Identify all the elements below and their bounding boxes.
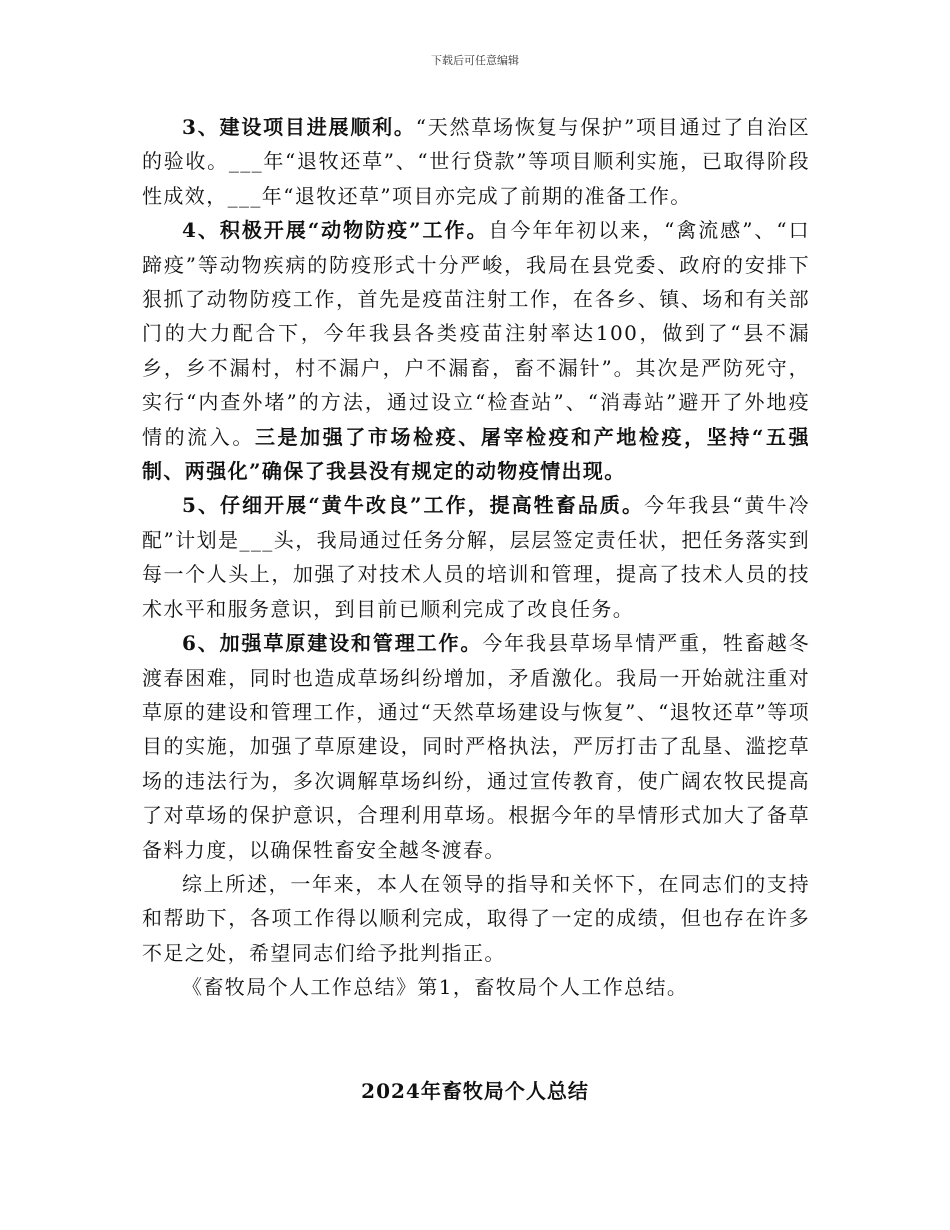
paragraph-construction-projects: [142, 110, 810, 213]
paragraph-text: 综上所述，一年来，本人在领导的指导和关怀下，在同志们的支持和帮助下，各项工作得以顺利完成，取得了一定的成绩，但也存在许多不足之处，希望同志们给予批判指正。: [142, 871, 810, 965]
section-title: 2024年畜牧局个人总结: [361, 1079, 589, 1103]
paragraph-text: 今年我县草场旱情严重，牲畜越冬渡春困难，同时也造成草场纠纷增加，矛盾激化。我局一开始就注重对草原的建设和管理工作，通过“天然草场建设与恢复”、“退牧还草”等项目的实施，加强了草原建设，同时严格执法，严厉打击了乱垦、滥挖草场的违法行为，多次调解草场纠纷，通过宣传教育，使广阔农牧民提高了对草场的保护意识，合理利用草场。根据今年的旱情形式加大了备草备料力度，以确保牲畜安全越冬渡春。: [142, 631, 810, 862]
paragraph-animal-epidemic-prevention: [142, 213, 810, 488]
paragraph-text: 自今年年初以来，“禽流感”、“口蹄疫”等动物疾病的防疫形式十分严峻，我局在县党委、政府的安排下狠抓了动物防疫工作，首先是疫苗注射工作，在各乡、镇、场和有关部门的大力配合下，今年我县各类疫苗注射率达100，做到了“县不漏乡，乡不漏村，村不漏户，户不漏畜，畜不漏针”。其次是严防死守，实行“内查外堵”的方法，通过设立“检查站”、“消毒站”避开了外地疫情的流入。: [142, 218, 810, 449]
paragraph-bold-tail: 三是加强了市场检疫、屠宰检疫和产地检疫，坚持“五强制、两强化”确保了我县没有规定的动物疫情出现。: [142, 424, 810, 484]
paragraph-heading: 4、积极开展“动物防疫”工作。: [182, 218, 489, 243]
paragraph-grassland-management: [142, 626, 810, 867]
paragraph-cattle-improvement: [142, 488, 810, 626]
paragraph-document-reference: [142, 970, 810, 1004]
page-header-note: 下载后可任意编辑: [431, 54, 519, 67]
paragraph-heading: 5、仔细开展“黄牛改良”工作，提高牲畜品质。: [182, 493, 645, 518]
paragraph-text: 《畜牧局个人工作总结》第1，畜牧局个人工作总结。: [182, 975, 689, 1000]
paragraph-text: “天然草场恢复与保护”项目通过了自治区的验收。___年“退牧还草”、“世行贷款”等项目顺利实施，已取得阶段性成效，___年“退牧还草”项目亦完成了前期的准备工作。: [142, 115, 810, 208]
paragraph-text: 今年我县“黄牛冷配”计划是___头，我局通过任务分解，层层签定责任状，把任务落实到每一个人头上，加强了对技术人员的培训和管理，提高了技术人员的技术水平和服务意识，到目前已顺利完成了改良任务。: [142, 493, 810, 621]
paragraph-heading: 3、建设项目进展顺利。: [182, 115, 416, 139]
paragraph-summary: [142, 867, 810, 970]
document-body: [142, 110, 810, 1005]
paragraph-heading: 6、加强草原建设和管理工作。: [182, 631, 483, 656]
